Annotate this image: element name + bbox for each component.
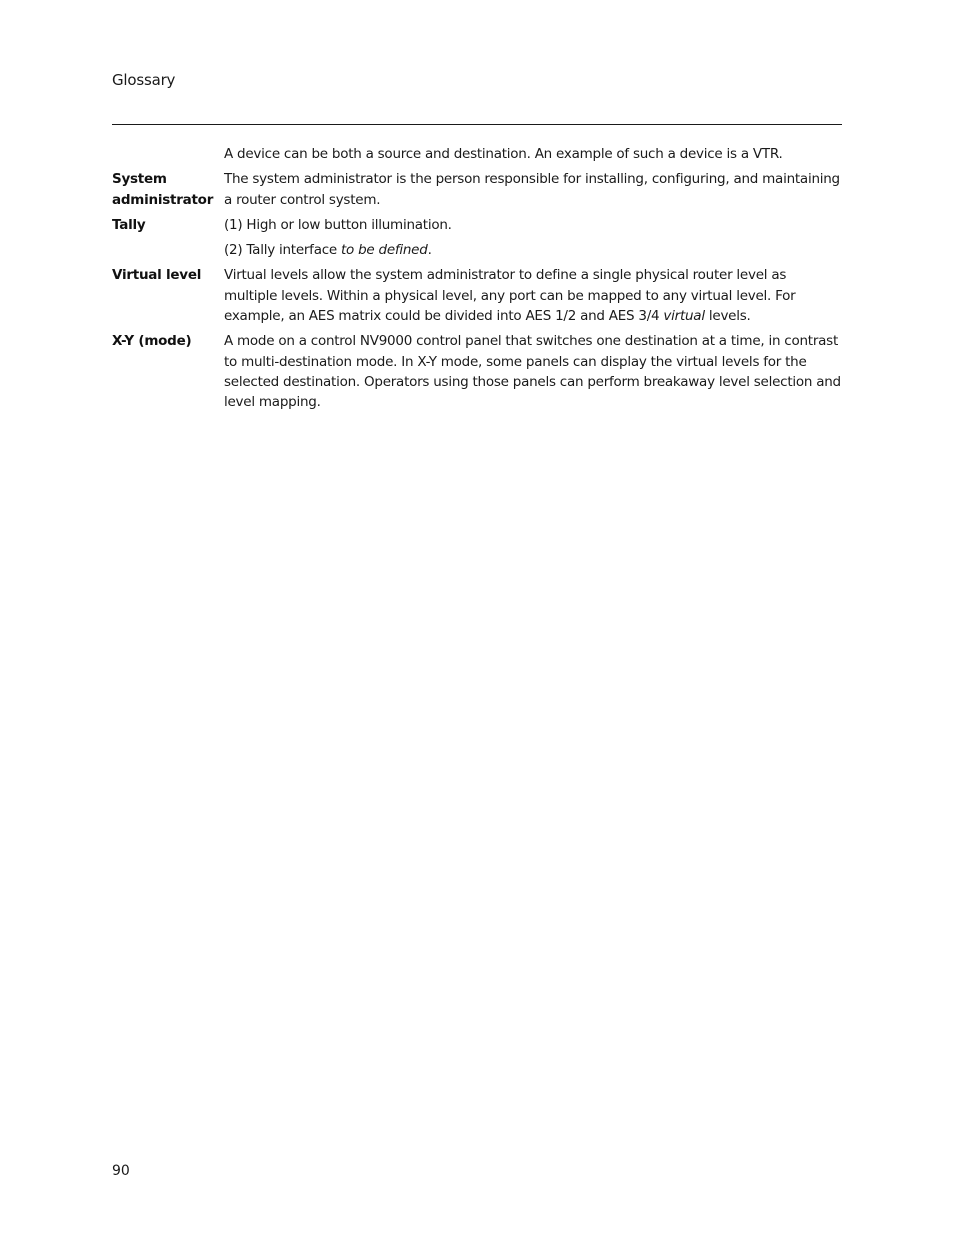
definition-text: levels. (704, 308, 751, 325)
glossary-term: X-Y (mode) (112, 333, 192, 350)
glossary-definition (224, 265, 842, 326)
definition-text: (2) Tally interface (224, 242, 341, 259)
definition-text: . (427, 242, 432, 259)
glossary-entry (112, 331, 842, 412)
glossary-term: Tally (112, 216, 146, 233)
glossary-definition: A device can be both a source and destination. An example of such a device is a VTR. (224, 146, 783, 162)
glossary-definition: The system administrator is the person responsible for installing, configuring, and maintaining a router control system. (224, 171, 840, 208)
glossary-definition: (1) High or low button illumination. (224, 216, 452, 233)
definition-italic-text: virtual (663, 308, 705, 325)
definition-text: Virtual levels allow the system administrator to define a single physical router level as multiple levels. Within a physical level, any port can be mapped to any virtual level. For example, an AES matrix could be divided into AES 1/2 and AES 3/4 (224, 267, 796, 325)
page-number: 90 (112, 1163, 130, 1179)
glossary-entry (112, 169, 842, 210)
glossary-list (112, 144, 842, 418)
glossary-term: System administrator (112, 171, 214, 208)
glossary-definition: A mode on a control NV9000 control panel that switches one destination at a time, in contrast to multi-destination mode. In X-Y mode, some panels can display the virtual levels for the selected destination. Operators using those panels can perform breakaway level selection and level mapping. (224, 333, 841, 411)
glossary-entry (112, 144, 842, 164)
glossary-entry (112, 240, 842, 260)
header-divider (112, 124, 842, 125)
definition-italic-text: to be defined (340, 242, 428, 259)
glossary-entry (112, 265, 842, 326)
glossary-entry (112, 215, 842, 235)
section-title: Glossary (112, 71, 176, 89)
glossary-term: Virtual level (112, 267, 202, 284)
glossary-definition (224, 240, 842, 260)
